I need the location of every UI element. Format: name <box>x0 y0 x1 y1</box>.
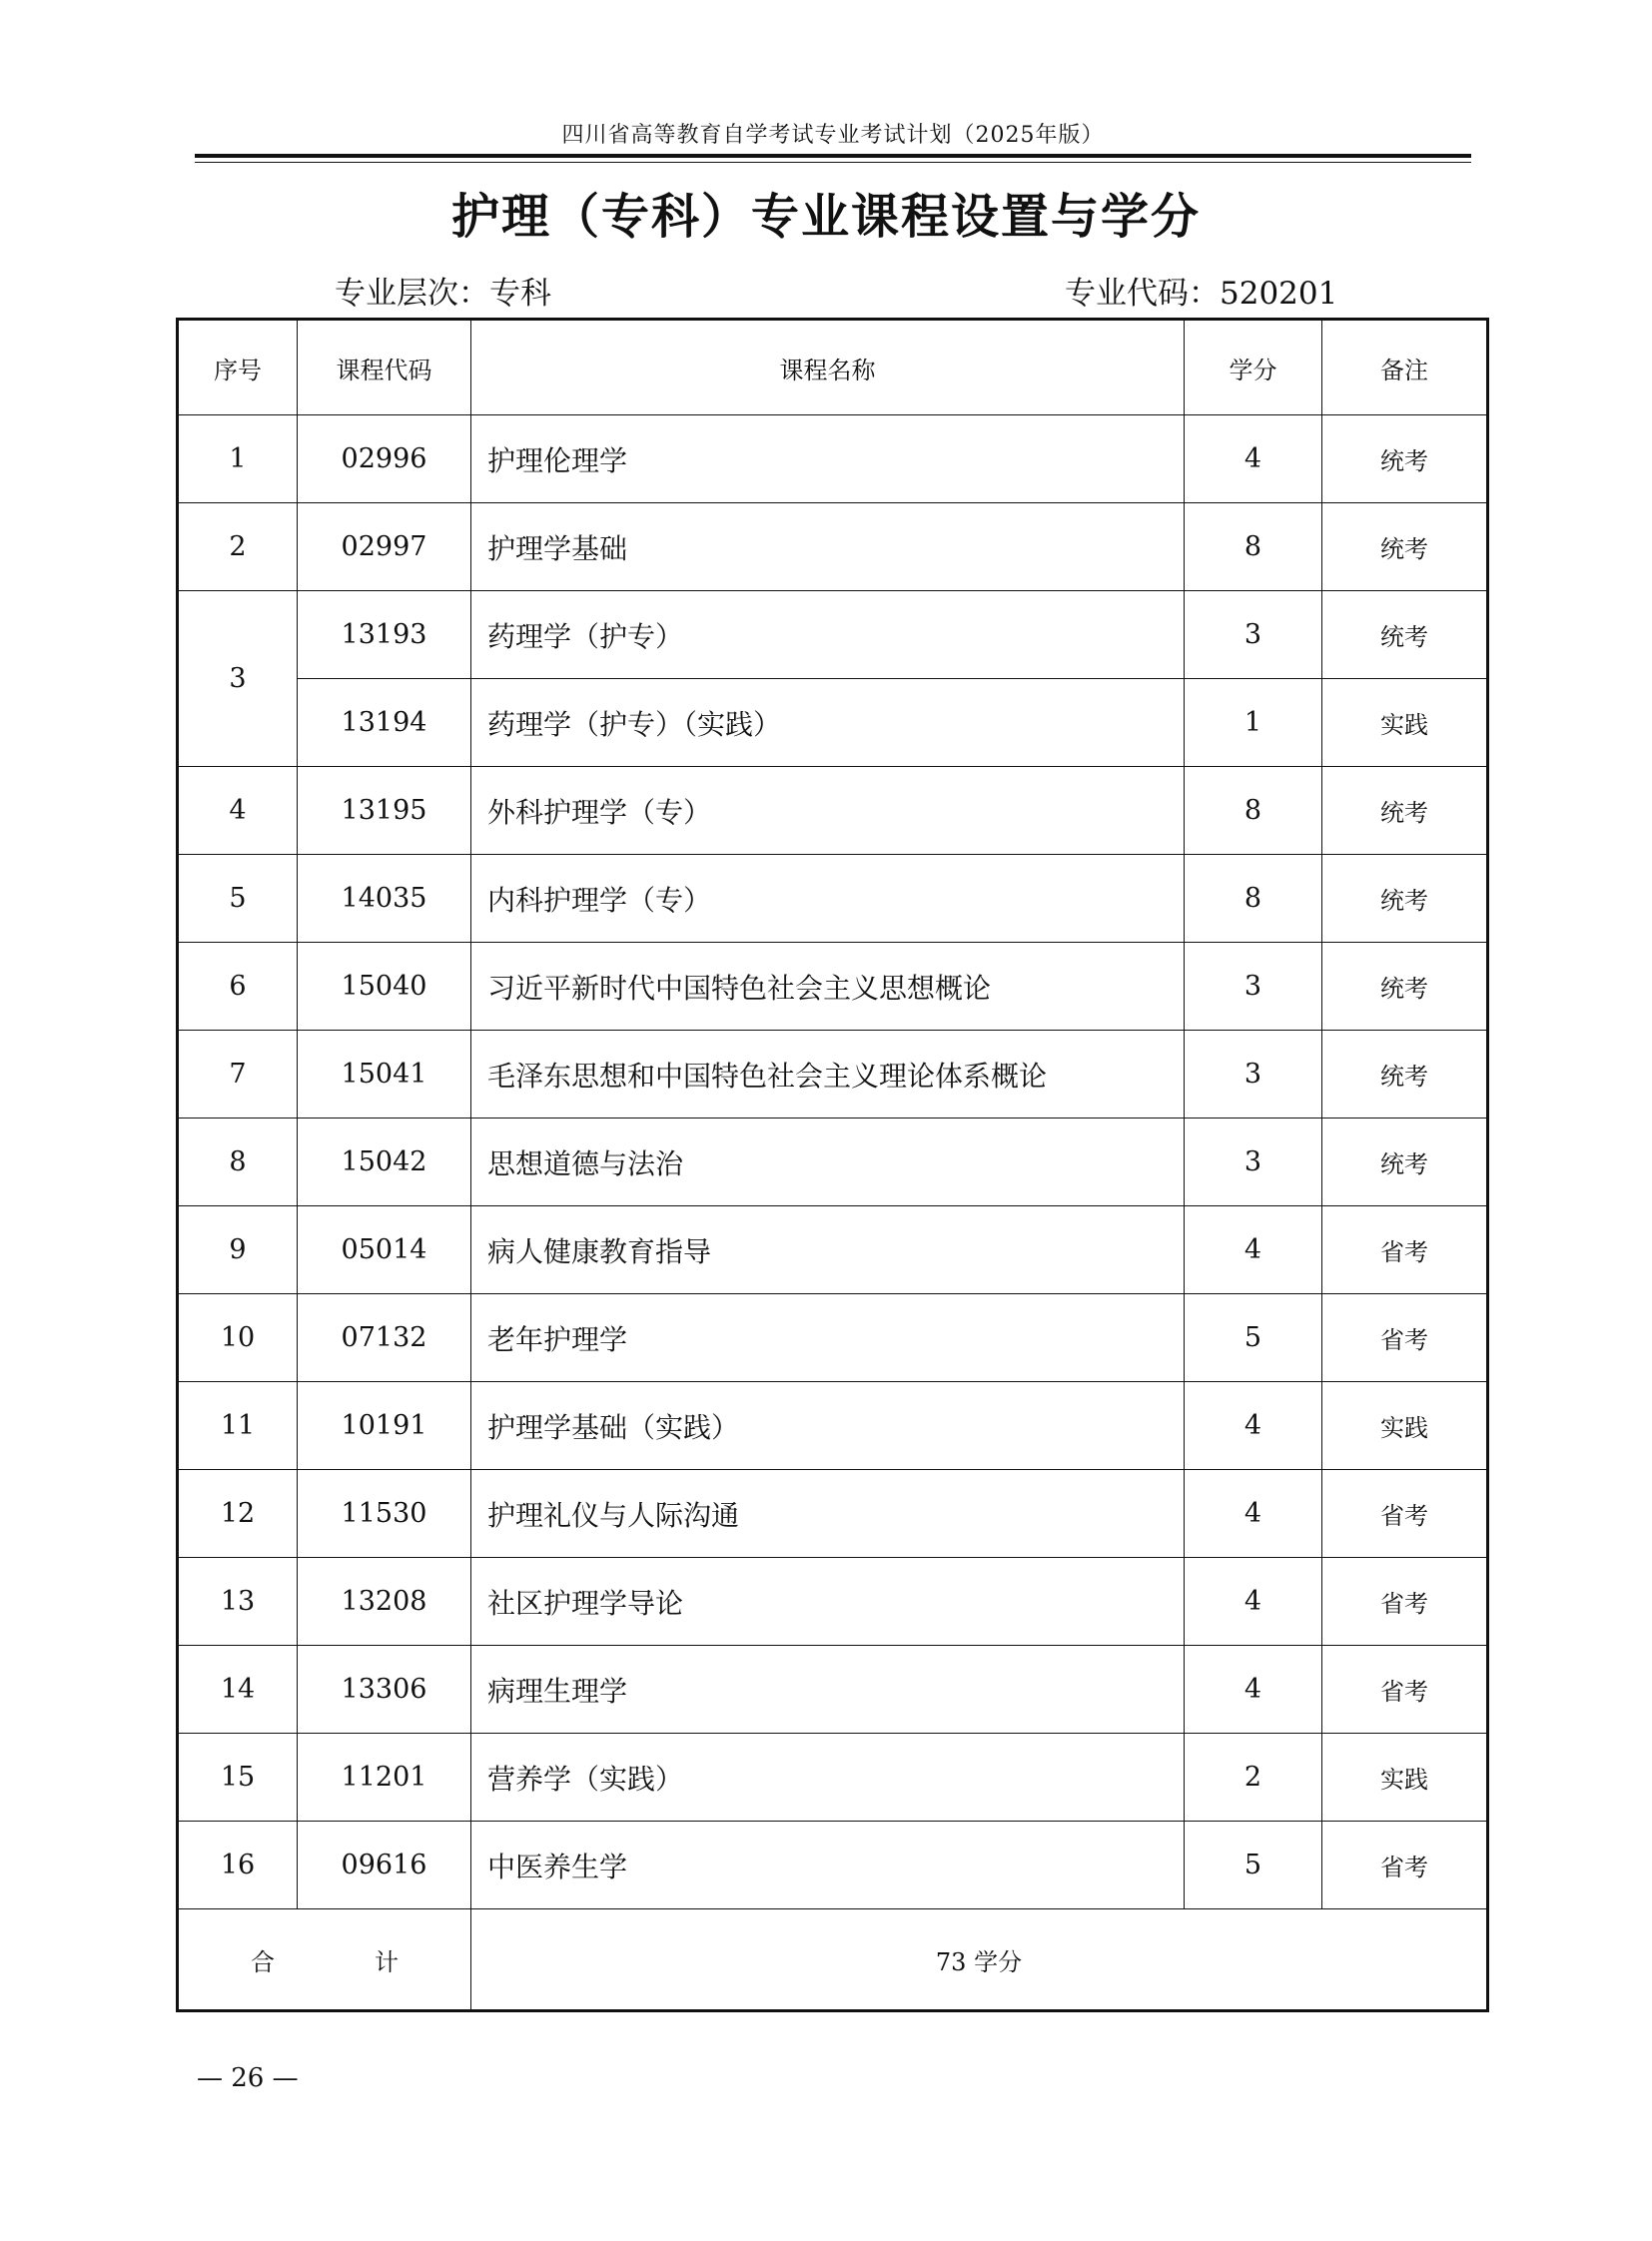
table-row <box>178 1206 1488 1294</box>
table-row <box>178 1119 1488 1206</box>
course-code: 13195 <box>298 767 471 855</box>
row-no: 11 <box>178 1382 298 1470</box>
total-row <box>178 1909 1488 2011</box>
row-no: 13 <box>178 1558 298 1646</box>
major-code-value: 520201 <box>1220 276 1338 312</box>
row-no: 12 <box>178 1470 298 1558</box>
course-code: 13208 <box>298 1558 471 1646</box>
table-row <box>178 1822 1488 1909</box>
table-row <box>178 1382 1488 1470</box>
course-name: 内科护理学（专） <box>471 855 1185 943</box>
course-code: 13194 <box>298 679 471 767</box>
course-code: 02996 <box>298 415 471 503</box>
course-credit: 8 <box>1185 767 1322 855</box>
course-note: 省考 <box>1322 1646 1488 1734</box>
col-header-note: 备注 <box>1322 320 1488 415</box>
page-title: 护理（专科）专业课程设置与学分 <box>450 189 1201 245</box>
course-note: 统考 <box>1322 855 1488 943</box>
course-code: 14035 <box>298 855 471 943</box>
course-note: 统考 <box>1322 503 1488 591</box>
col-header-no: 序号 <box>178 320 298 415</box>
table-header-row <box>178 320 1488 415</box>
course-name: 药理学（护专）（实践） <box>471 679 1185 767</box>
row-no: 14 <box>178 1646 298 1734</box>
course-name: 社区护理学导论 <box>471 1558 1185 1646</box>
course-code: 11530 <box>298 1470 471 1558</box>
course-name: 中医养生学 <box>471 1822 1185 1909</box>
course-credit: 3 <box>1185 591 1322 679</box>
course-name: 护理伦理学 <box>471 415 1185 503</box>
course-note: 统考 <box>1322 415 1488 503</box>
header-rule-thin <box>195 162 1471 163</box>
course-name: 老年护理学 <box>471 1294 1185 1382</box>
course-name: 药理学（护专） <box>471 591 1185 679</box>
row-no: 8 <box>178 1119 298 1206</box>
table-row <box>178 943 1488 1031</box>
course-credit: 5 <box>1185 1822 1322 1909</box>
course-note: 省考 <box>1322 1822 1488 1909</box>
col-header-name: 课程名称 <box>471 320 1185 415</box>
major-code <box>1065 268 1337 313</box>
course-code: 13193 <box>298 591 471 679</box>
course-credit: 8 <box>1185 503 1322 591</box>
course-name: 病人健康教育指导 <box>471 1206 1185 1294</box>
course-credit: 2 <box>1185 1734 1322 1822</box>
course-code: 11201 <box>298 1734 471 1822</box>
row-no: 2 <box>178 503 298 591</box>
row-no: 1 <box>178 415 298 503</box>
course-note: 省考 <box>1322 1470 1488 1558</box>
course-name: 营养学（实践） <box>471 1734 1185 1822</box>
course-name: 护理学基础 <box>471 503 1185 591</box>
course-table <box>176 318 1489 2012</box>
course-note: 实践 <box>1322 1734 1488 1822</box>
major-level: 专业层次：专科 <box>335 276 551 312</box>
course-note: 统考 <box>1322 1119 1488 1206</box>
row-no: 7 <box>178 1031 298 1119</box>
running-header: 四川省高等教育自学考试专业考试计划（2025年版） <box>561 123 1105 148</box>
row-no: 16 <box>178 1822 298 1909</box>
course-name: 病理生理学 <box>471 1646 1185 1734</box>
total-label-he: 合 <box>251 1947 275 1976</box>
course-name: 习近平新时代中国特色社会主义思想概论 <box>471 943 1185 1031</box>
course-credit: 3 <box>1185 1031 1322 1119</box>
course-credit: 3 <box>1185 943 1322 1031</box>
course-code: 09616 <box>298 1822 471 1909</box>
table-row <box>178 1294 1488 1382</box>
total-label <box>178 1909 471 2011</box>
course-credit: 3 <box>1185 1119 1322 1206</box>
course-note: 省考 <box>1322 1558 1488 1646</box>
table-row <box>178 415 1488 503</box>
row-no: 10 <box>178 1294 298 1382</box>
course-credit: 4 <box>1185 1646 1322 1734</box>
course-name: 思想道德与法治 <box>471 1119 1185 1206</box>
table-row <box>178 1031 1488 1119</box>
table-row <box>178 1734 1488 1822</box>
total-value: 73 学分 <box>471 1909 1488 2011</box>
page-number: — 26 — <box>197 2063 299 2093</box>
course-code: 10191 <box>298 1382 471 1470</box>
course-credit: 5 <box>1185 1294 1322 1382</box>
row-no: 6 <box>178 943 298 1031</box>
course-note: 省考 <box>1322 1206 1488 1294</box>
course-note: 省考 <box>1322 1294 1488 1382</box>
row-no: 5 <box>178 855 298 943</box>
course-note: 统考 <box>1322 591 1488 679</box>
col-header-credit: 学分 <box>1185 320 1322 415</box>
table-row <box>178 591 1488 679</box>
row-no: 4 <box>178 767 298 855</box>
course-code: 15041 <box>298 1031 471 1119</box>
table-row <box>178 503 1488 591</box>
total-label-ji: 计 <box>375 1947 399 1976</box>
course-name: 毛泽东思想和中国特色社会主义理论体系概论 <box>471 1031 1185 1119</box>
course-note: 实践 <box>1322 1382 1488 1470</box>
course-name: 外科护理学（专） <box>471 767 1185 855</box>
course-code: 05014 <box>298 1206 471 1294</box>
course-credit: 1 <box>1185 679 1322 767</box>
major-code-label: 专业代码： <box>1065 276 1220 312</box>
row-no: 9 <box>178 1206 298 1294</box>
table-row <box>178 679 1488 767</box>
course-credit: 4 <box>1185 1470 1322 1558</box>
table-row <box>178 1558 1488 1646</box>
table-row <box>178 855 1488 943</box>
course-code: 15040 <box>298 943 471 1031</box>
course-credit: 8 <box>1185 855 1322 943</box>
course-credit: 4 <box>1185 1382 1322 1470</box>
course-name: 护理学基础（实践） <box>471 1382 1185 1470</box>
row-no: 15 <box>178 1734 298 1822</box>
course-code: 02997 <box>298 503 471 591</box>
course-credit: 4 <box>1185 1206 1322 1294</box>
row-no: 3 <box>178 591 298 767</box>
course-credit: 4 <box>1185 1558 1322 1646</box>
course-note: 统考 <box>1322 943 1488 1031</box>
course-code: 07132 <box>298 1294 471 1382</box>
header-rule-thick <box>195 154 1471 158</box>
course-note: 统考 <box>1322 1031 1488 1119</box>
table-row <box>178 767 1488 855</box>
table-row <box>178 1646 1488 1734</box>
course-name: 护理礼仪与人际沟通 <box>471 1470 1185 1558</box>
course-note: 实践 <box>1322 679 1488 767</box>
table-row <box>178 1470 1488 1558</box>
course-note: 统考 <box>1322 767 1488 855</box>
course-credit: 4 <box>1185 415 1322 503</box>
course-code: 15042 <box>298 1119 471 1206</box>
col-header-code: 课程代码 <box>298 320 471 415</box>
course-code: 13306 <box>298 1646 471 1734</box>
